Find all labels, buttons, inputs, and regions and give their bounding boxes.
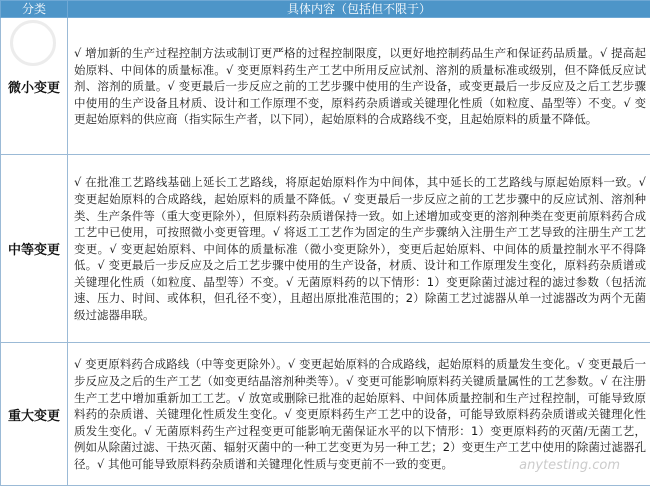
- row-category-minor: 微小变更: [1, 18, 68, 155]
- row-category-moderate: 中等变更: [1, 155, 68, 343]
- row-content-moderate: √ 在批准工艺路线基础上延长工艺路线，将原起始原料作为中间体，其中延长的工艺路线与原起始原料一致。√ 变更起始原料的合成路线，起始原料的质量不降低。√ 变更最后一步反应之前的工艺步骤中的反应试剂、溶剂种类、生产条件等（重大变更除外），但原料药杂质谱保持一致。如上述增加或变更的溶剂种类在变更前原料药合成工艺中已使用，可按照微小变更管理。√ 将返工工艺作为固定的生产步骤纳入注册生产工艺导致的注册生产工艺变更。√ 变更起始原料、中间体的质量标准（微小变更除外），变更后起始原料、中间体的质量控制水平不得降低。√ 变更最后一步反应及之后工艺步骤中使用的生产设备，材质、设计和工作原理发生变化，原料药杂质谱或关键理化性质（如粒度、晶型等）不变。√ 无菌原料药的以下情形：1）变更除菌过滤过程的滤过参数（包括流速、压力、时间、或体积，但孔径不变），且超出原批准范围的；2）除菌工艺过滤器从单一过滤器改为两个无菌级过滤器串联。: [68, 155, 650, 343]
- row-content-major: √ 变更原料药合成路线（中等变更除外）。√ 变更起始原料的合成路线，起始原料的质量发生变化。√ 变更最后一步反应及之后的生产工艺（如变更结晶溶剂种类等）。√ 变更可能影响原料药关键质量属性的工艺参数。√ 在注册生产工艺中增加重新加工工艺。√ 放宽或删除已批准的起始原料、中间体质量控制和生产过程控制，可能导致原料药的杂质谱、关键理化性质发生变化。√ 变更原料药生产工艺中的设备，可能导致原料药杂质谱或关键理化性质发生变化。√ 无菌原料药生产过程变更可能影响无菌保证水平的以下情形：1）变更原料药的灭菌/无菌工艺，例如从除菌过滤、干热灭菌、辐射灭菌中的一种工艺变更为另一种工艺；2）变更生产工艺中使用的除菌过滤器孔径。√ 其他可能导致原料药杂质谱和关键理化性质与变更前不一致的变更。: [68, 343, 650, 486]
- table-row: [1, 343, 650, 486]
- header-content: 具体内容（包括但不限于）: [68, 1, 650, 18]
- row-category-major: 重大变更: [1, 343, 68, 486]
- table-row: [1, 18, 650, 155]
- table-header-row: [1, 1, 650, 18]
- watermark-text: anytesting.com: [519, 458, 620, 473]
- table-row: [1, 155, 650, 343]
- header-category: 分类: [1, 1, 68, 18]
- row-content-minor: √ 增加新的生产过程控制方法或制订更严格的过程控制限度，以更好地控制药品生产和保证药品质量。√ 提高起始原料、中间体的质量标准。√ 变更原料药生产工艺中所用反应试剂、溶剂的质量标准或级别，但不降低反应试剂、溶剂的质量。√ 变更最后一步反应之前的工艺步骤中使用的生产设备，或变更最后一步反应及之后工艺步骤中使用的生产设备且材质、设计和工作原理不变，原料药杂质谱或关键理化性质（如粒度、晶型等）不变。√ 变更起始原料的供应商（指实际生产者，以下同），起始原料的合成路线不变，且起始原料的质量不降低。: [68, 18, 650, 155]
